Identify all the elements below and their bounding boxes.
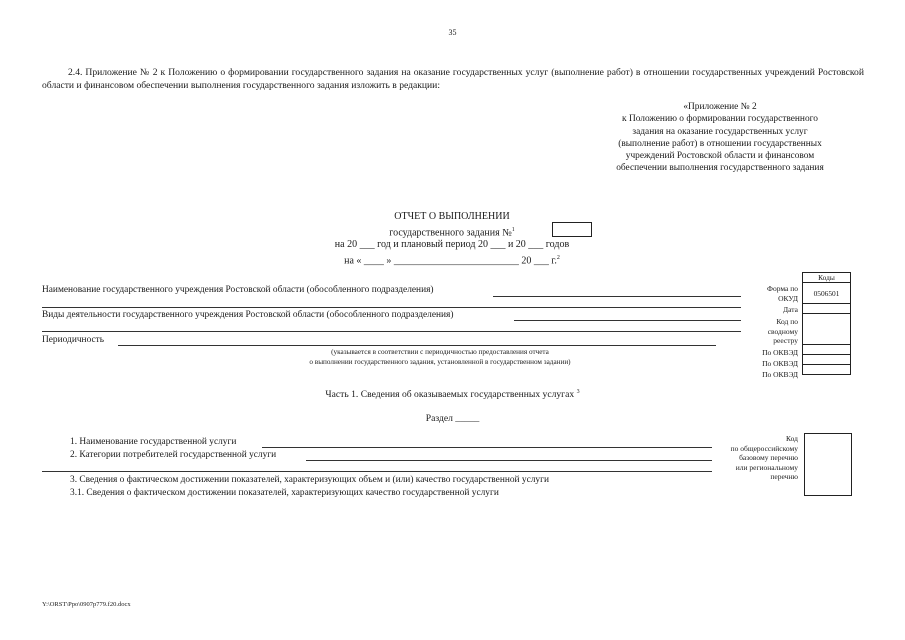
service-code-label-line3: базовому перечню	[739, 453, 798, 463]
date-label: Дата	[783, 305, 798, 314]
appendix-header-line: к Положению о формировании государственного	[622, 114, 818, 125]
periodicity-label: Периодичность	[42, 335, 105, 345]
footnote-marker: 1	[511, 226, 515, 233]
appendix-header-line: обеспечении выполнения государственного задания	[616, 163, 824, 174]
service-name-label: 1. Наименование государственной услуги	[70, 437, 237, 447]
activity-types-line[interactable]	[514, 320, 741, 321]
okud-label-line1: Форма по	[767, 284, 798, 293]
consumer-categories-line-2[interactable]	[42, 471, 712, 472]
periodicity-note-line1: (указывается в соответствии с периодичностью предоставления отчета	[331, 348, 549, 356]
service-code-box[interactable]	[804, 433, 852, 496]
report-title-line1: ОТЧЕТ О ВЫПОЛНЕНИИ	[394, 211, 510, 222]
report-title-line3: на 20 ___ год и плановый период 20 ___ и 20 ___ годов	[334, 239, 570, 251]
consumer-categories-label: 2. Категории потребителей государственной услуги	[70, 450, 277, 460]
part1-title	[0, 389, 905, 400]
report-title-line2	[250, 224, 654, 240]
assignment-number-box[interactable]	[552, 222, 592, 237]
facts-quality-label: 3.1. Сведения о фактическом достижении показателей, характеризующих качество государственной услуги	[70, 488, 499, 498]
appendix-header	[588, 101, 852, 175]
activity-types-label: Виды деятельности государственного учреждения Ростовской области (обособленного подразделения)	[42, 310, 454, 320]
part1-title-text: Часть 1. Сведения об оказываемых государственных услугах	[325, 389, 575, 401]
institution-name-line[interactable]	[493, 296, 741, 297]
okved-cell-2[interactable]	[803, 355, 851, 365]
registry-code-cell[interactable]	[803, 314, 851, 345]
codes-header: Коды	[803, 273, 851, 283]
date-cell[interactable]	[803, 304, 851, 314]
service-name-line[interactable]	[262, 447, 712, 448]
service-code-label-line2: по общероссийскому	[730, 443, 798, 453]
registry-label-line2: сводному	[767, 326, 798, 336]
section-label: Раздел _____	[425, 413, 480, 424]
registry-label-line1: Код по	[776, 317, 798, 326]
report-title-line4	[250, 252, 654, 268]
service-code-label-line4: или региональному	[735, 462, 798, 472]
facts-volume-quality-label: 3. Сведения о фактическом достижении показателей, характеризующих объем и (или) качество государственной услуги	[70, 475, 549, 485]
consumer-categories-line[interactable]	[306, 460, 712, 461]
registry-label-line3: реестру	[773, 336, 798, 346]
report-title-line4-text: на « ____ » _________________________ 20 ___ г.	[344, 255, 557, 267]
registry-code-label	[740, 317, 798, 346]
okved-label-3: По ОКВЭД	[762, 370, 798, 379]
periodicity-note-line2: о выполнении государственного задания, установленной в государственном задании)	[309, 357, 571, 366]
page-number: 35	[448, 28, 457, 37]
activity-types-line-2[interactable]	[42, 331, 741, 332]
appendix-header-line: (выполнение работ) в отношении государственных	[618, 138, 822, 149]
codes-table	[802, 272, 851, 375]
periodicity-line[interactable]	[118, 345, 716, 346]
okud-label	[740, 284, 798, 303]
report-title-line2-text: государственного задания №	[389, 226, 512, 238]
okved-label-1: По ОКВЭД	[762, 348, 798, 357]
institution-name-label: Наименование государственного учреждения Ростовской области (обособленного подразделения)	[42, 285, 434, 295]
okved-cell-1[interactable]	[803, 345, 851, 355]
appendix-header-line: учреждений Ростовской области и финансовом	[625, 151, 815, 162]
service-code-label	[700, 434, 798, 482]
service-code-label-line1: Код	[786, 434, 798, 443]
okud-code-cell[interactable]: 0506501	[803, 283, 851, 304]
appendix-header-line: «Приложение № 2	[683, 102, 757, 112]
okud-label-line2: ОКУД	[778, 293, 798, 303]
service-code-label-line5: перечню	[770, 472, 798, 482]
intro-paragraph: 2.4. Приложение № 2 к Положению о формировании государственного задания на оказание государственных услуг (выполнение работ) в отношении государственных учреждений Ростовской области и финансовом обеспечении выполнения государственного задания изложить в редакции:	[42, 67, 864, 91]
footnote-marker: 3	[576, 389, 580, 395]
institution-name-line-2[interactable]	[42, 307, 741, 308]
okved-label-2: По ОКВЭД	[762, 359, 798, 368]
footer-file-path: Y:\ORST\Ppo\0907p779.f20.docx	[42, 601, 131, 608]
report-title	[250, 211, 654, 268]
appendix-header-line: задания на оказание государственных услуг	[632, 126, 808, 137]
okved-cell-3[interactable]	[803, 365, 851, 375]
periodicity-note	[240, 348, 640, 367]
footnote-marker: 2	[556, 254, 560, 261]
